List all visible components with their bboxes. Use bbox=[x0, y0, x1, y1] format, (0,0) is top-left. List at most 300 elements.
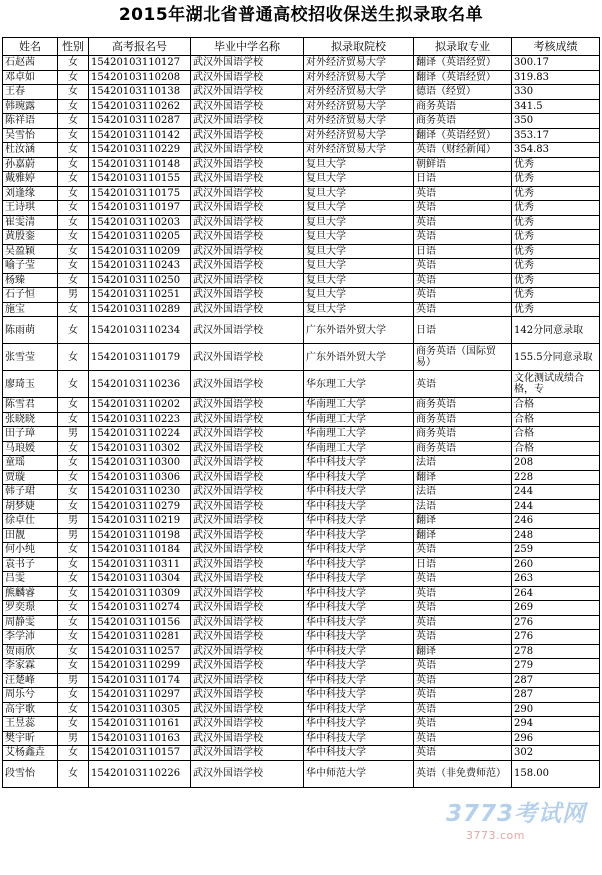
cell-university: 华中科技大学 bbox=[304, 514, 414, 529]
cell-exam-id: 15420103110142 bbox=[89, 128, 191, 143]
cell-exam-id: 15420103110306 bbox=[89, 470, 191, 485]
table-row bbox=[3, 427, 600, 442]
cell-score: 优秀 bbox=[512, 273, 600, 288]
cell-score: 294 bbox=[512, 717, 600, 732]
cell-university: 复旦大学 bbox=[304, 302, 414, 317]
cell-gender: 女 bbox=[58, 630, 89, 645]
cell-name: 贾璇 bbox=[3, 470, 58, 485]
header-name: 姓名 bbox=[3, 38, 58, 56]
cell-exam-id: 15420103110251 bbox=[89, 288, 191, 303]
table-row bbox=[3, 230, 600, 245]
table-row bbox=[3, 601, 600, 616]
cell-school: 武汉外国语学校 bbox=[191, 56, 304, 71]
cell-exam-id: 15420103110281 bbox=[89, 630, 191, 645]
cell-exam-id: 15420103110156 bbox=[89, 615, 191, 630]
cell-major: 英语 bbox=[414, 572, 512, 587]
cell-university: 华中科技大学 bbox=[304, 731, 414, 746]
cell-exam-id: 15420103110279 bbox=[89, 499, 191, 514]
cell-exam-id: 15420103110161 bbox=[89, 717, 191, 732]
cell-school: 武汉外国语学校 bbox=[191, 114, 304, 129]
cell-name: 喻子莹 bbox=[3, 259, 58, 274]
table-row bbox=[3, 317, 600, 344]
cell-gender: 男 bbox=[58, 528, 89, 543]
cell-score: 228 bbox=[512, 470, 600, 485]
cell-score: 350 bbox=[512, 114, 600, 129]
cell-name: 艾杨鑫垚 bbox=[3, 746, 58, 761]
cell-school: 武汉外国语学校 bbox=[191, 143, 304, 158]
table-row bbox=[3, 528, 600, 543]
cell-school: 武汉外国语学校 bbox=[191, 128, 304, 143]
cell-score: 优秀 bbox=[512, 288, 600, 303]
header-major: 拟录取专业 bbox=[414, 38, 512, 56]
cell-school: 武汉外国语学校 bbox=[191, 659, 304, 674]
header-school: 毕业中学名称 bbox=[191, 38, 304, 56]
cell-major: 英语 bbox=[414, 702, 512, 717]
cell-name: 何小纯 bbox=[3, 543, 58, 558]
cell-exam-id: 15420103110148 bbox=[89, 157, 191, 172]
cell-exam-id: 15420103110219 bbox=[89, 514, 191, 529]
cell-university: 华中科技大学 bbox=[304, 543, 414, 558]
cell-gender: 男 bbox=[58, 288, 89, 303]
cell-major: 日语 bbox=[414, 557, 512, 572]
cell-exam-id: 15420103110175 bbox=[89, 186, 191, 201]
cell-score: 296 bbox=[512, 731, 600, 746]
cell-gender: 女 bbox=[58, 572, 89, 587]
cell-major: 商务英语 bbox=[414, 441, 512, 456]
cell-gender: 女 bbox=[58, 317, 89, 344]
cell-score: 259 bbox=[512, 543, 600, 558]
cell-school: 武汉外国语学校 bbox=[191, 601, 304, 616]
cell-name: 吴盈颖 bbox=[3, 244, 58, 259]
table-row bbox=[3, 673, 600, 688]
cell-gender: 男 bbox=[58, 673, 89, 688]
cell-score: 优秀 bbox=[512, 201, 600, 216]
cell-major: 英语 bbox=[414, 601, 512, 616]
cell-university: 华中科技大学 bbox=[304, 601, 414, 616]
cell-name: 童瑶 bbox=[3, 456, 58, 471]
cell-score: 287 bbox=[512, 673, 600, 688]
cell-school: 武汉外国语学校 bbox=[191, 543, 304, 558]
cell-major: 商务英语 bbox=[414, 398, 512, 413]
table-row bbox=[3, 717, 600, 732]
cell-major: 翻译 bbox=[414, 644, 512, 659]
cell-score: 合格 bbox=[512, 427, 600, 442]
cell-exam-id: 15420103110209 bbox=[89, 244, 191, 259]
cell-university: 华中科技大学 bbox=[304, 702, 414, 717]
table-row bbox=[3, 259, 600, 274]
cell-gender: 女 bbox=[58, 586, 89, 601]
cell-name: 孙嘉蔚 bbox=[3, 157, 58, 172]
cell-exam-id: 15420103110299 bbox=[89, 659, 191, 674]
cell-name: 张雪莹 bbox=[3, 344, 58, 371]
cell-school: 武汉外国语学校 bbox=[191, 186, 304, 201]
cell-exam-id: 15420103110223 bbox=[89, 412, 191, 427]
cell-exam-id: 15420103110197 bbox=[89, 201, 191, 216]
cell-university: 对外经济贸易大学 bbox=[304, 56, 414, 71]
table-row bbox=[3, 441, 600, 456]
site-watermark bbox=[446, 795, 594, 853]
cell-university: 华中科技大学 bbox=[304, 470, 414, 485]
cell-name: 崔雯清 bbox=[3, 215, 58, 230]
cell-school: 武汉外国语学校 bbox=[191, 172, 304, 187]
cell-score: 158.00 bbox=[512, 760, 600, 787]
cell-exam-id: 15420103110127 bbox=[89, 56, 191, 71]
cell-gender: 女 bbox=[58, 398, 89, 413]
cell-university: 华中科技大学 bbox=[304, 586, 414, 601]
table-row bbox=[3, 630, 600, 645]
cell-name: 胡梦婕 bbox=[3, 499, 58, 514]
cell-gender: 女 bbox=[58, 557, 89, 572]
table-row bbox=[3, 398, 600, 413]
table-row bbox=[3, 514, 600, 529]
watermark-brand: 3773考试网 bbox=[446, 801, 587, 827]
cell-name: 樊宇昕 bbox=[3, 731, 58, 746]
cell-school: 武汉外国语学校 bbox=[191, 717, 304, 732]
cell-major: 英语 bbox=[414, 302, 512, 317]
cell-major: 商务英语 bbox=[414, 412, 512, 427]
cell-major: 英语 bbox=[414, 186, 512, 201]
cell-name: 陈祥语 bbox=[3, 114, 58, 129]
cell-name: 汪楚峰 bbox=[3, 673, 58, 688]
cell-gender: 女 bbox=[58, 659, 89, 674]
cell-major: 英语 bbox=[414, 717, 512, 732]
cell-name: 陈雨萌 bbox=[3, 317, 58, 344]
cell-score: 优秀 bbox=[512, 302, 600, 317]
cell-major: 英语 bbox=[414, 371, 512, 398]
cell-exam-id: 15420103110208 bbox=[89, 70, 191, 85]
cell-name: 杜汝涵 bbox=[3, 143, 58, 158]
cell-school: 武汉外国语学校 bbox=[191, 427, 304, 442]
cell-score: 合格 bbox=[512, 412, 600, 427]
cell-gender: 女 bbox=[58, 470, 89, 485]
cell-major: 英语 bbox=[414, 288, 512, 303]
table-row bbox=[3, 201, 600, 216]
cell-name: 戴雅婷 bbox=[3, 172, 58, 187]
cell-name: 石赵茜 bbox=[3, 56, 58, 71]
cell-school: 武汉外国语学校 bbox=[191, 412, 304, 427]
cell-university: 华中科技大学 bbox=[304, 499, 414, 514]
cell-major: 朝鲜语 bbox=[414, 157, 512, 172]
cell-gender: 女 bbox=[58, 456, 89, 471]
cell-gender: 女 bbox=[58, 201, 89, 216]
table-row bbox=[3, 371, 600, 398]
cell-exam-id: 15420103110243 bbox=[89, 259, 191, 274]
cell-exam-id: 15420103110297 bbox=[89, 688, 191, 703]
cell-exam-id: 15420103110205 bbox=[89, 230, 191, 245]
table-row bbox=[3, 644, 600, 659]
cell-name: 周静雯 bbox=[3, 615, 58, 630]
table-row bbox=[3, 143, 600, 158]
cell-major: 英语 bbox=[414, 215, 512, 230]
cell-major: 英语（非免费师范） bbox=[414, 760, 512, 787]
cell-major: 翻译（英语经贸） bbox=[414, 56, 512, 71]
cell-score: 244 bbox=[512, 499, 600, 514]
cell-gender: 女 bbox=[58, 186, 89, 201]
cell-gender: 女 bbox=[58, 85, 89, 100]
cell-school: 武汉外国语学校 bbox=[191, 528, 304, 543]
cell-score: 302 bbox=[512, 746, 600, 761]
cell-school: 武汉外国语学校 bbox=[191, 572, 304, 587]
cell-exam-id: 15420103110226 bbox=[89, 760, 191, 787]
cell-exam-id: 15420103110257 bbox=[89, 644, 191, 659]
table-row bbox=[3, 688, 600, 703]
cell-name: 李学沛 bbox=[3, 630, 58, 645]
cell-university: 复旦大学 bbox=[304, 157, 414, 172]
cell-name: 田靓 bbox=[3, 528, 58, 543]
table-row bbox=[3, 157, 600, 172]
cell-gender: 女 bbox=[58, 760, 89, 787]
cell-name: 徐卓仕 bbox=[3, 514, 58, 529]
cell-score: 合格 bbox=[512, 398, 600, 413]
admission-table bbox=[2, 37, 600, 788]
cell-university: 复旦大学 bbox=[304, 186, 414, 201]
cell-name: 田子璋 bbox=[3, 427, 58, 442]
cell-school: 武汉外国语学校 bbox=[191, 644, 304, 659]
table-body bbox=[3, 56, 600, 788]
cell-school: 武汉外国语学校 bbox=[191, 485, 304, 500]
cell-school: 武汉外国语学校 bbox=[191, 371, 304, 398]
cell-school: 武汉外国语学校 bbox=[191, 615, 304, 630]
cell-name: 刘逢缘 bbox=[3, 186, 58, 201]
cell-score: 合格 bbox=[512, 441, 600, 456]
cell-gender: 女 bbox=[58, 70, 89, 85]
cell-exam-id: 15420103110184 bbox=[89, 543, 191, 558]
cell-score: 287 bbox=[512, 688, 600, 703]
cell-score: 155.5分同意录取 bbox=[512, 344, 600, 371]
cell-score: 优秀 bbox=[512, 259, 600, 274]
cell-name: 邓卓如 bbox=[3, 70, 58, 85]
cell-school: 武汉外国语学校 bbox=[191, 746, 304, 761]
cell-major: 翻译 bbox=[414, 528, 512, 543]
table-row bbox=[3, 85, 600, 100]
cell-university: 复旦大学 bbox=[304, 288, 414, 303]
cell-name: 段雪怡 bbox=[3, 760, 58, 787]
cell-gender: 女 bbox=[58, 215, 89, 230]
cell-major: 翻译 bbox=[414, 514, 512, 529]
cell-score: 246 bbox=[512, 514, 600, 529]
cell-name: 黄殷銮 bbox=[3, 230, 58, 245]
cell-gender: 女 bbox=[58, 259, 89, 274]
cell-major: 英语 bbox=[414, 731, 512, 746]
cell-school: 武汉外国语学校 bbox=[191, 215, 304, 230]
cell-school: 武汉外国语学校 bbox=[191, 259, 304, 274]
table-row bbox=[3, 186, 600, 201]
cell-major: 英语 bbox=[414, 273, 512, 288]
cell-university: 对外经济贸易大学 bbox=[304, 70, 414, 85]
cell-university: 华南理工大学 bbox=[304, 398, 414, 413]
cell-university: 华南理工大学 bbox=[304, 427, 414, 442]
cell-university: 华中科技大学 bbox=[304, 746, 414, 761]
cell-major: 日语 bbox=[414, 317, 512, 344]
cell-university: 复旦大学 bbox=[304, 172, 414, 187]
cell-score: 248 bbox=[512, 528, 600, 543]
cell-university: 华东理工大学 bbox=[304, 371, 414, 398]
cell-gender: 女 bbox=[58, 499, 89, 514]
cell-school: 武汉外国语学校 bbox=[191, 630, 304, 645]
cell-university: 对外经济贸易大学 bbox=[304, 114, 414, 129]
cell-exam-id: 15420103110203 bbox=[89, 215, 191, 230]
cell-score: 290 bbox=[512, 702, 600, 717]
cell-university: 华中科技大学 bbox=[304, 717, 414, 732]
cell-gender: 女 bbox=[58, 344, 89, 371]
cell-gender: 女 bbox=[58, 485, 89, 500]
cell-score: 优秀 bbox=[512, 215, 600, 230]
cell-major: 德语（经贸） bbox=[414, 85, 512, 100]
cell-school: 武汉外国语学校 bbox=[191, 557, 304, 572]
cell-name: 王昱蕊 bbox=[3, 717, 58, 732]
cell-exam-id: 15420103110300 bbox=[89, 456, 191, 471]
cell-school: 武汉外国语学校 bbox=[191, 470, 304, 485]
cell-score: 优秀 bbox=[512, 230, 600, 245]
cell-major: 日语 bbox=[414, 244, 512, 259]
cell-university: 对外经济贸易大学 bbox=[304, 128, 414, 143]
cell-university: 对外经济贸易大学 bbox=[304, 99, 414, 114]
table-row bbox=[3, 557, 600, 572]
cell-gender: 女 bbox=[58, 746, 89, 761]
cell-major: 翻译（英语经贸） bbox=[414, 128, 512, 143]
table-row bbox=[3, 746, 600, 761]
table-row bbox=[3, 70, 600, 85]
cell-name: 袁书子 bbox=[3, 557, 58, 572]
cell-name: 李家霖 bbox=[3, 659, 58, 674]
cell-gender: 女 bbox=[58, 717, 89, 732]
table-row bbox=[3, 499, 600, 514]
cell-major: 日语 bbox=[414, 172, 512, 187]
cell-school: 武汉外国语学校 bbox=[191, 586, 304, 601]
cell-exam-id: 15420103110287 bbox=[89, 114, 191, 129]
cell-major: 英语 bbox=[414, 586, 512, 601]
header-score: 考核成绩 bbox=[512, 38, 600, 56]
cell-score: 353.17 bbox=[512, 128, 600, 143]
cell-university: 复旦大学 bbox=[304, 215, 414, 230]
cell-major: 商务英语 bbox=[414, 114, 512, 129]
cell-exam-id: 15420103110229 bbox=[89, 143, 191, 158]
header-gender: 性别 bbox=[58, 38, 89, 56]
cell-major: 商务英语 bbox=[414, 427, 512, 442]
cell-exam-id: 15420103110174 bbox=[89, 673, 191, 688]
cell-exam-id: 15420103110155 bbox=[89, 172, 191, 187]
cell-score: 142分同意录取 bbox=[512, 317, 600, 344]
cell-school: 武汉外国语学校 bbox=[191, 273, 304, 288]
cell-major: 英语 bbox=[414, 746, 512, 761]
table-row bbox=[3, 543, 600, 558]
table-row bbox=[3, 456, 600, 471]
cell-name: 陈雪君 bbox=[3, 398, 58, 413]
cell-exam-id: 15420103110163 bbox=[89, 731, 191, 746]
header-exam-id: 高考报名号 bbox=[89, 38, 191, 56]
cell-gender: 男 bbox=[58, 427, 89, 442]
cell-major: 英语 bbox=[414, 615, 512, 630]
cell-major: 英语 bbox=[414, 673, 512, 688]
cell-gender: 女 bbox=[58, 157, 89, 172]
cell-exam-id: 15420103110309 bbox=[89, 586, 191, 601]
document-title: 2015年湖北省普通高校招收保送生拟录取名单 bbox=[118, 5, 484, 25]
cell-score: 244 bbox=[512, 485, 600, 500]
cell-score: 300.17 bbox=[512, 56, 600, 71]
cell-gender: 女 bbox=[58, 172, 89, 187]
cell-score: 330 bbox=[512, 85, 600, 100]
cell-gender: 女 bbox=[58, 273, 89, 288]
cell-exam-id: 15420103110302 bbox=[89, 441, 191, 456]
cell-school: 武汉外国语学校 bbox=[191, 344, 304, 371]
cell-exam-id: 15420103110198 bbox=[89, 528, 191, 543]
cell-name: 熊麟睿 bbox=[3, 586, 58, 601]
cell-university: 华中科技大学 bbox=[304, 528, 414, 543]
table-row bbox=[3, 470, 600, 485]
cell-university: 华中科技大学 bbox=[304, 615, 414, 630]
table-row bbox=[3, 615, 600, 630]
cell-score: 208 bbox=[512, 456, 600, 471]
cell-major: 英语 bbox=[414, 543, 512, 558]
cell-exam-id: 15420103110234 bbox=[89, 317, 191, 344]
cell-exam-id: 15420103110157 bbox=[89, 746, 191, 761]
cell-school: 武汉外国语学校 bbox=[191, 317, 304, 344]
table-row bbox=[3, 702, 600, 717]
cell-major: 英语 bbox=[414, 201, 512, 216]
cell-score: 文化测试成绩合格，专 bbox=[512, 371, 600, 398]
cell-university: 复旦大学 bbox=[304, 259, 414, 274]
cell-exam-id: 15420103110289 bbox=[89, 302, 191, 317]
cell-university: 华中科技大学 bbox=[304, 485, 414, 500]
cell-major: 英语 bbox=[414, 230, 512, 245]
cell-name: 石子恒 bbox=[3, 288, 58, 303]
cell-major: 英语 bbox=[414, 688, 512, 703]
cell-major: 法语 bbox=[414, 456, 512, 471]
cell-university: 对外经济贸易大学 bbox=[304, 143, 414, 158]
cell-gender: 女 bbox=[58, 244, 89, 259]
cell-name: 吕雯 bbox=[3, 572, 58, 587]
cell-exam-id: 15420103110274 bbox=[89, 601, 191, 616]
cell-school: 武汉外国语学校 bbox=[191, 456, 304, 471]
table-row bbox=[3, 273, 600, 288]
cell-school: 武汉外国语学校 bbox=[191, 85, 304, 100]
cell-name: 高宇歌 bbox=[3, 702, 58, 717]
cell-school: 武汉外国语学校 bbox=[191, 688, 304, 703]
cell-gender: 女 bbox=[58, 441, 89, 456]
cell-exam-id: 15420103110236 bbox=[89, 371, 191, 398]
cell-gender: 女 bbox=[58, 302, 89, 317]
cell-name: 吴雪怡 bbox=[3, 128, 58, 143]
table-row bbox=[3, 99, 600, 114]
cell-major: 英语 bbox=[414, 659, 512, 674]
cell-gender: 男 bbox=[58, 731, 89, 746]
table-row bbox=[3, 56, 600, 71]
cell-score: 优秀 bbox=[512, 157, 600, 172]
cell-university: 华中科技大学 bbox=[304, 572, 414, 587]
cell-major: 法语 bbox=[414, 485, 512, 500]
cell-school: 武汉外国语学校 bbox=[191, 302, 304, 317]
cell-score: 263 bbox=[512, 572, 600, 587]
cell-major: 商务英语 bbox=[414, 99, 512, 114]
table-row bbox=[3, 288, 600, 303]
cell-university: 华中科技大学 bbox=[304, 557, 414, 572]
cell-gender: 女 bbox=[58, 688, 89, 703]
cell-school: 武汉外国语学校 bbox=[191, 760, 304, 787]
cell-exam-id: 15420103110224 bbox=[89, 427, 191, 442]
cell-score: 优秀 bbox=[512, 244, 600, 259]
table-row bbox=[3, 244, 600, 259]
cell-university: 华中师范大学 bbox=[304, 760, 414, 787]
cell-major: 英语（财经新闻） bbox=[414, 143, 512, 158]
cell-name: 贺雨欣 bbox=[3, 644, 58, 659]
cell-major: 商务英语（国际贸易） bbox=[414, 344, 512, 371]
cell-name: 施宝 bbox=[3, 302, 58, 317]
cell-gender: 女 bbox=[58, 143, 89, 158]
cell-exam-id: 15420103110138 bbox=[89, 85, 191, 100]
cell-major: 翻译 bbox=[414, 470, 512, 485]
cell-gender: 女 bbox=[58, 230, 89, 245]
header-university: 拟录取院校 bbox=[304, 38, 414, 56]
